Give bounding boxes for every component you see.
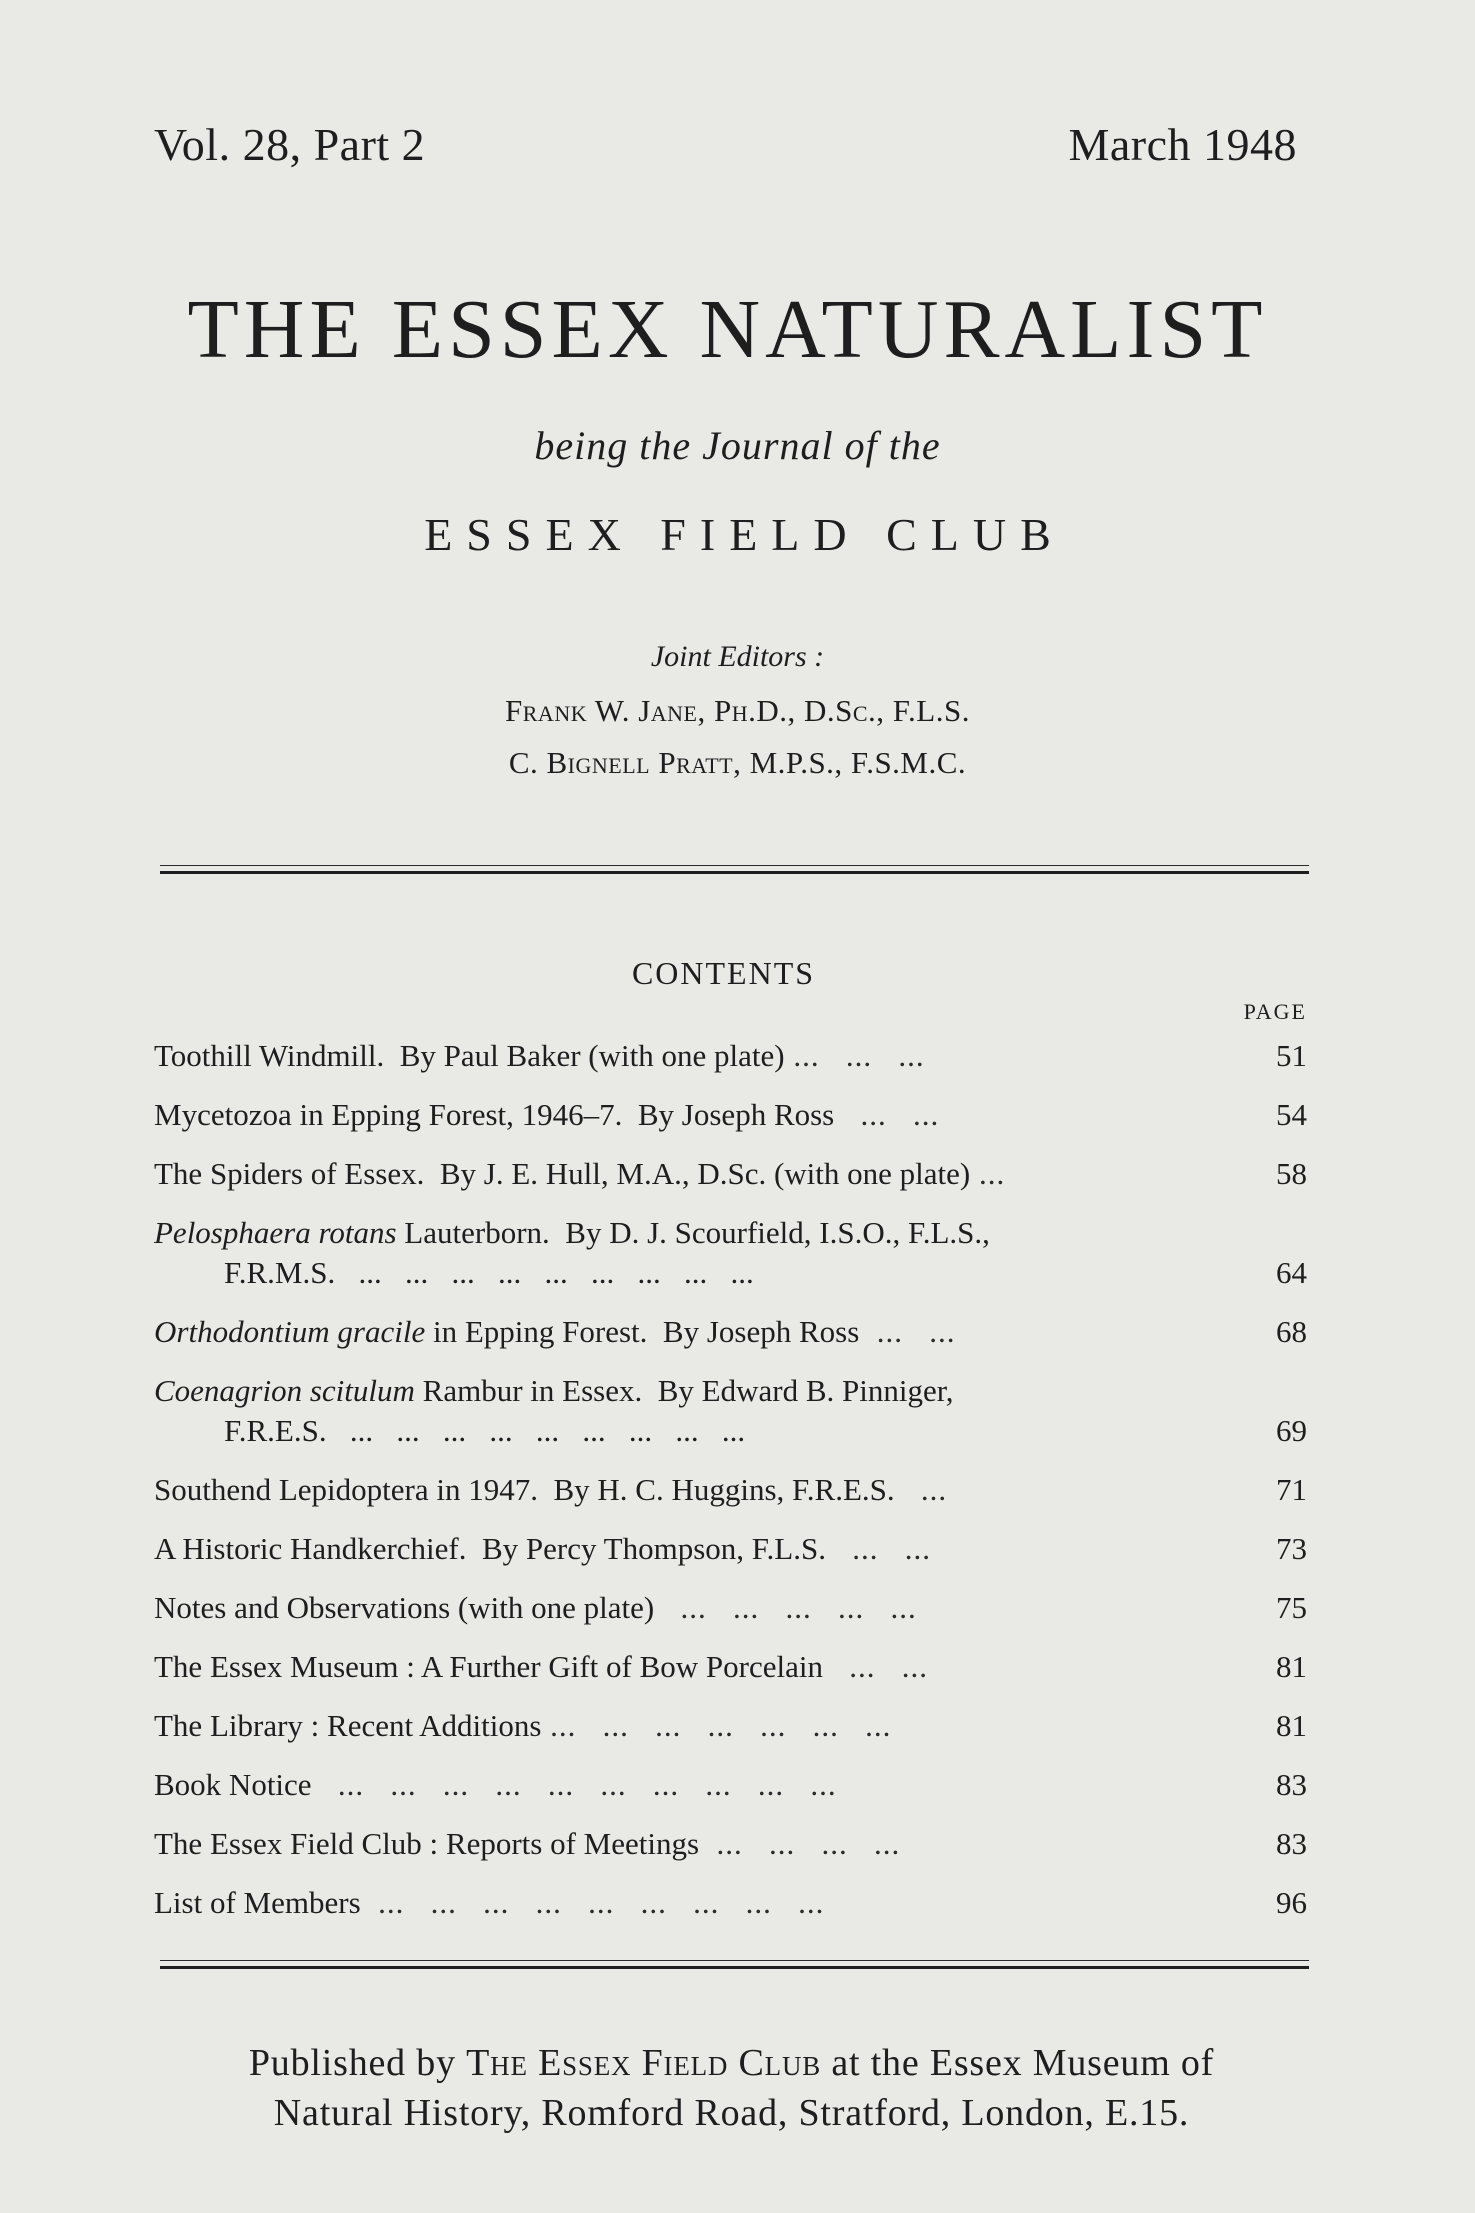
toc-page-number: 68 (1276, 1314, 1307, 1349)
toc-entry-line (154, 1706, 1237, 1746)
toc-page-number: 81 (1276, 1649, 1307, 1684)
toc-entry-continuation: F.R.E.S. ... ... ... ... ... ... ... ... ... (224, 1413, 746, 1448)
toc-page-number: 64 (1276, 1255, 1307, 1290)
toc-leader-dots: ... ... ... (784, 1038, 925, 1073)
toc-leader-dots: ... (894, 1472, 948, 1507)
toc-leader-dots: ... (970, 1156, 1006, 1191)
toc-entry-line (154, 1529, 1237, 1569)
toc-page-number: 73 (1276, 1531, 1307, 1566)
toc-entry-text: Lauterborn. By D. J. Scourfield, I.S.O., F.L.S., (396, 1215, 990, 1250)
toc-page-number: 69 (1276, 1413, 1307, 1448)
toc-entry-line (154, 1883, 1237, 1923)
toc-entry-title (154, 1154, 1237, 1194)
page-column-heading: PAGE (1243, 999, 1307, 1024)
toc-entry-title (154, 1765, 1237, 1805)
toc-entry (154, 1213, 1307, 1293)
editors-label: Joint Editors : (650, 640, 825, 673)
toc-leader-dots: ... ... ... ... ... (654, 1590, 917, 1625)
toc-entry (154, 1154, 1307, 1194)
divider-rule (160, 865, 1309, 874)
toc-entry-title (154, 1588, 1237, 1628)
toc-entry-title (154, 1213, 1237, 1293)
toc-entry (154, 1706, 1307, 1746)
toc-entry (154, 1824, 1307, 1864)
imprint-text: at the Essex Museum of (821, 2042, 1215, 2084)
toc-entry (154, 1765, 1307, 1805)
toc-entry (154, 1036, 1307, 1076)
toc-entry-title (154, 1095, 1237, 1135)
publisher-imprint (150, 2038, 1313, 2138)
toc-entry (154, 1588, 1307, 1628)
journal-title: THE ESSEX NATURALIST (187, 283, 1268, 376)
toc-entry-title (154, 1470, 1237, 1510)
toc-entry (154, 1371, 1307, 1451)
issue-date: March 1948 (1068, 119, 1297, 170)
divider-rule (160, 1960, 1309, 1969)
toc-entry-text: Mycetozoa in Epping Forest, 1946–7. By Joseph Ross (154, 1097, 835, 1132)
toc-entry-line (154, 1371, 1237, 1411)
toc-leader-dots: ... ... (834, 1097, 940, 1132)
toc-entry-continuation: F.R.M.S. ... ... ... ... ... ... ... ... ... (224, 1255, 754, 1290)
editor-name: C. Bignell Pratt, M.P.S., F.S.M.C. (508, 745, 967, 780)
toc-entry-title (154, 1647, 1237, 1687)
toc-entry-title (154, 1883, 1237, 1923)
toc-entry-line (154, 1647, 1237, 1687)
toc-entry-text: A Historic Handkerchief. By Percy Thompson, F.L.S. (154, 1531, 826, 1566)
toc-entry-text: Book Notice (154, 1767, 312, 1802)
toc-entry (154, 1883, 1307, 1923)
volume-label: Vol. 28, Part 2 (154, 119, 426, 170)
toc-leader-dots: ... ... ... ... ... ... ... ... ... ... (311, 1767, 837, 1802)
toc-entry-text: Rambur in Essex. By Edward B. Pinniger, (414, 1373, 954, 1408)
editor-name: Frank W. Jane, Ph.D., D.Sc., F.L.S. (505, 693, 970, 728)
toc-entry-line (154, 1470, 1237, 1510)
publisher-name: The Essex Field Club (466, 2042, 822, 2084)
toc-entry-text: The Library : Recent Additions (154, 1708, 542, 1743)
toc-entry (154, 1647, 1307, 1687)
issue-header (154, 118, 1297, 171)
imprint-address: Natural History, Romford Road, Stratford, London, E.15. (273, 2092, 1190, 2134)
toc-page-number: 75 (1276, 1590, 1307, 1625)
toc-entry-text: in Epping Forest. By Joseph Ross (425, 1314, 860, 1349)
toc-page-number: 83 (1276, 1767, 1307, 1802)
toc-page-number: 96 (1276, 1885, 1307, 1920)
toc-entry-title (154, 1312, 1237, 1352)
journal-subtitle: being the Journal of the (534, 423, 941, 468)
toc-entry-title (154, 1371, 1237, 1451)
toc-entry-text: The Essex Museum : A Further Gift of Bow Porcelain (154, 1649, 823, 1684)
toc-page-number: 71 (1276, 1472, 1307, 1507)
toc-species-name: Pelosphaera rotans (154, 1215, 397, 1250)
toc-leader-dots: ... ... ... ... ... ... ... ... ... (360, 1885, 825, 1920)
toc-entry-title (154, 1036, 1237, 1076)
toc-entry-text: List of Members (154, 1885, 361, 1920)
imprint-line (150, 2038, 1313, 2088)
toc-species-name: Orthodontium gracile (154, 1314, 426, 1349)
toc-species-name: Coenagrion scitulum (154, 1373, 415, 1408)
toc-page-number: 81 (1276, 1708, 1307, 1743)
toc-entry-line (154, 1824, 1237, 1864)
toc-entry-line (154, 1312, 1237, 1352)
toc-leader-dots: ... ... ... ... ... ... ... (541, 1708, 892, 1743)
toc-entry-line (154, 1588, 1237, 1628)
toc-entry (154, 1470, 1307, 1510)
toc-entry-line (154, 1095, 1237, 1135)
toc-leader-dots: ... ... (823, 1649, 928, 1684)
club-name: ESSEX FIELD CLUB (424, 509, 1065, 560)
toc-page-number: 51 (1276, 1038, 1307, 1073)
toc-entry-line (154, 1154, 1237, 1194)
table-of-contents (154, 1036, 1307, 1942)
toc-page-number: 54 (1276, 1097, 1307, 1132)
toc-leader-dots: ... ... (859, 1314, 956, 1349)
toc-entry (154, 1529, 1307, 1569)
toc-entry-line (154, 1036, 1237, 1076)
toc-page-number: 58 (1276, 1156, 1307, 1191)
toc-entry-title (154, 1824, 1237, 1864)
imprint-text: Published by (248, 2042, 467, 2084)
toc-entry (154, 1095, 1307, 1135)
toc-entry-line (154, 1765, 1237, 1805)
toc-leader-dots: ... ... ... ... (699, 1826, 901, 1861)
toc-entry-title (154, 1529, 1237, 1569)
toc-entry-text: Notes and Observations (with one plate) (154, 1590, 655, 1625)
toc-entry-text: The Essex Field Club : Reports of Meetings (154, 1826, 700, 1861)
toc-entry (154, 1312, 1307, 1352)
toc-page-number: 83 (1276, 1826, 1307, 1861)
contents-heading: CONTENTS (631, 955, 816, 991)
toc-entry-text: The Spiders of Essex. By J. E. Hull, M.A., D.Sc. (with one plate) (154, 1156, 971, 1191)
toc-entry-text: Toothill Windmill. By Paul Baker (with one plate) (154, 1038, 785, 1073)
toc-entry-text: Southend Lepidoptera in 1947. By H. C. Huggins, F.R.E.S. (154, 1472, 895, 1507)
toc-leader-dots: ... ... (825, 1531, 931, 1566)
toc-entry-title (154, 1706, 1237, 1746)
toc-entry-line (154, 1213, 1237, 1253)
